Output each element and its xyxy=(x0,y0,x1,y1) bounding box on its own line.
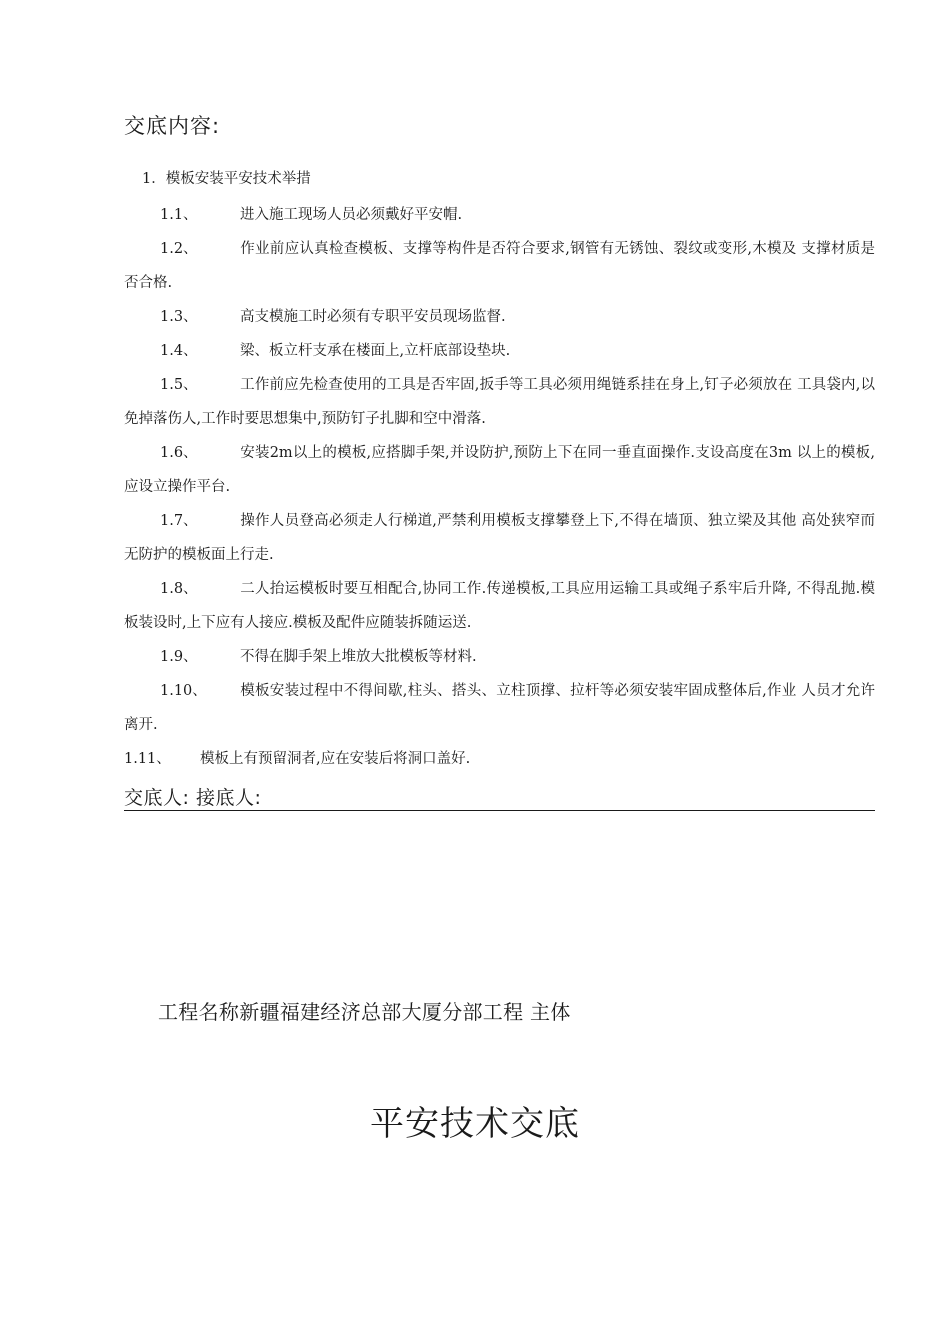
item-number: 1.11、 xyxy=(124,751,171,767)
item-number: 1.9、 xyxy=(160,649,198,665)
measure-list xyxy=(124,198,875,776)
list-item xyxy=(124,198,875,232)
list-item xyxy=(124,640,875,674)
list-item xyxy=(124,742,875,776)
item-text: 不得在脚手架上堆放大批模板等材料. xyxy=(240,649,477,665)
item-number: 1.3、 xyxy=(160,309,198,325)
item-text: 梁、板立杆支承在楼面上,立杆底部设垫块. xyxy=(240,343,511,359)
item-text: 作业前应认真检查模板、支撑等构件是否符合要求,钢管有无锈蚀、裂纹或变形,木模及 支撑材质是否合格. xyxy=(124,241,875,291)
item-text: 模板安装过程中不得间歇,柱头、搭头、立柱顶撑、拉杆等必须安装牢固成整体后,作业 人员才允许离开. xyxy=(124,683,875,733)
item-number: 1.6、 xyxy=(160,445,198,461)
item-number: 1.2、 xyxy=(160,241,198,257)
list-item xyxy=(124,368,875,436)
signature-line: 交底人: 接底人: xyxy=(124,786,875,811)
list-item xyxy=(124,232,875,300)
item-text: 二人抬运模板时要互相配合,协同工作.传递模板,工具应用运输工具或绳子系牢后升降, 不得乱抛.模板装设时,上下应有人接应.模板及配件应随装拆随运送. xyxy=(124,581,875,631)
document-title: 平安技术交底 xyxy=(370,1104,580,1144)
list-item xyxy=(124,300,875,334)
item-text: 进入施工现场人员必须戴好平安帽. xyxy=(240,207,463,223)
item-number: 1.10、 xyxy=(160,683,207,699)
item-text: 模板上有预留洞者,应在安装后将洞口盖好. xyxy=(200,751,471,767)
item-text: 工作前应先检查使用的工具是否牢固,扳手等工具必须用绳链系挂在身上,钉子必须放在 工具袋内,以免掉落伤人,工作时要思想集中,预防钉子扎脚和空中滑落. xyxy=(124,377,875,427)
project-name: 工程名称新疆福建经济总部大厦分部工程 主体 xyxy=(158,1000,571,1024)
item-text: 操作人员登高必须走人行梯道,严禁利用模板支撑攀登上下,不得在墙顶、独立梁及其他 高处狭窄而无防护的模板面上行走. xyxy=(124,513,875,563)
item-number: 1.1、 xyxy=(160,207,198,223)
item-text: 高支模施工时必须有专职平安员现场监督. xyxy=(240,309,506,325)
list-item xyxy=(124,504,875,572)
item-number: 1.4、 xyxy=(160,343,198,359)
list-item xyxy=(124,674,875,742)
list-item xyxy=(124,572,875,640)
item-number: 1.5、 xyxy=(160,377,198,393)
list-item xyxy=(124,334,875,368)
list-item xyxy=(124,436,875,504)
content-heading: 交底内容: xyxy=(124,114,221,138)
section-title: 1．模板安装平安技术举措 xyxy=(142,171,311,187)
item-number: 1.7、 xyxy=(160,513,198,529)
item-number: 1.8、 xyxy=(160,581,198,597)
item-text: 安装2m以上的模板,应搭脚手架,并设防护,预防上下在同一垂直面操作.支设高度在3m 以上的模板,应设立操作平台. xyxy=(124,445,875,495)
